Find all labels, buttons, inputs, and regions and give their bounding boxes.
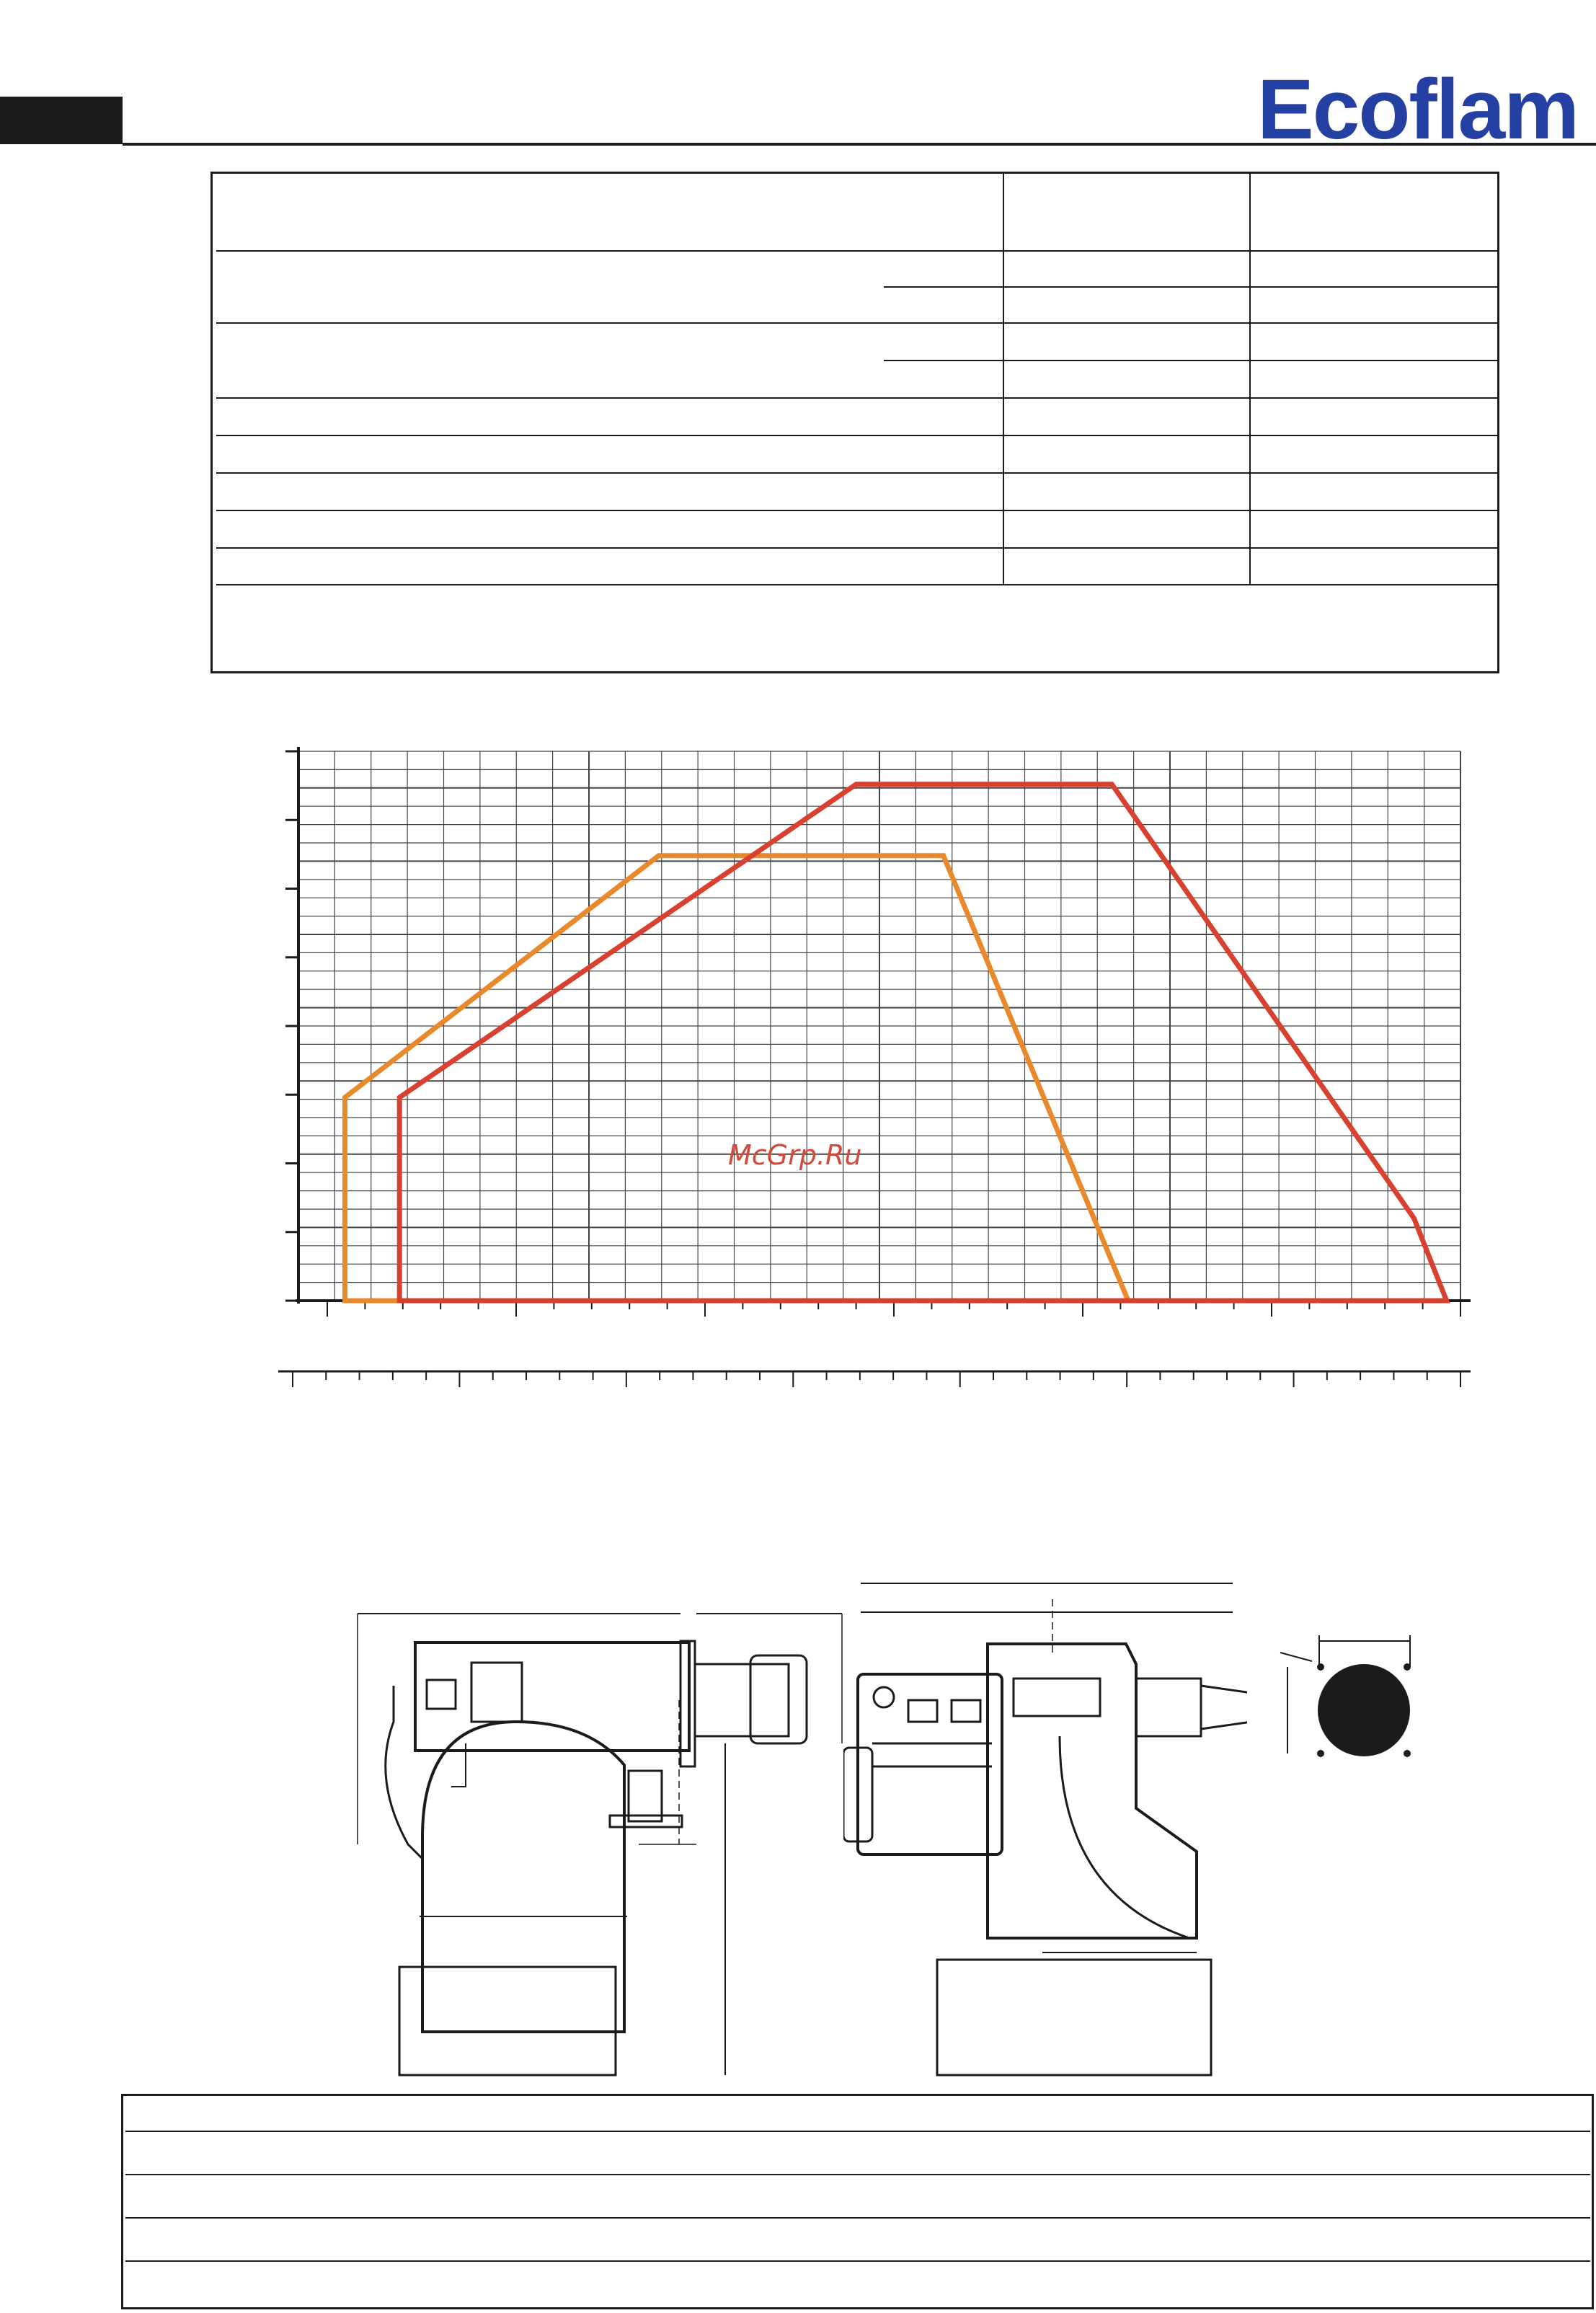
burner-side-view-drawing: [350, 1599, 855, 2089]
ecoflam-logo: [1257, 62, 1596, 157]
burner-front-view-drawing: [843, 1578, 1247, 2089]
spec-table-lines: [216, 173, 1498, 585]
black-page-tab: [0, 97, 123, 144]
watermark-text: McGrp.Ru: [728, 1139, 862, 1171]
performance-chart: [278, 741, 1504, 1397]
chart-series-outline-1: [345, 856, 1129, 1301]
spec-table-frame: [212, 173, 1499, 673]
spec-table: [210, 172, 1499, 673]
chart-grid: [298, 751, 1460, 1301]
mounting-flange-drawing: [1273, 1624, 1432, 1768]
logo-text: Ecoflam: [1257, 62, 1579, 157]
dimension-table: [121, 2094, 1595, 2310]
